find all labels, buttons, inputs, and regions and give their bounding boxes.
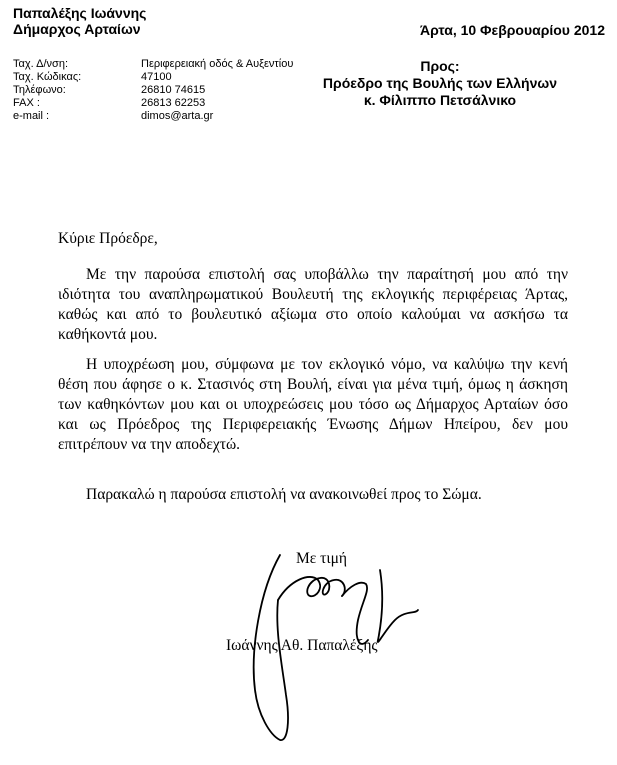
contact-label: Ταχ. Κώδικας: xyxy=(13,71,82,83)
sender-block xyxy=(13,5,146,37)
contact-row-postcode xyxy=(13,71,293,84)
contact-value: 47100 xyxy=(141,71,172,83)
contact-value: Περιφερειακή οδός & Αυξεντίου xyxy=(141,58,294,70)
greeting: Κύριε Πρόεδρε, xyxy=(58,230,158,247)
sender-name: Παπαλέξης Ιωάννης xyxy=(13,5,147,21)
contact-value: 26813 62253 xyxy=(141,97,206,109)
paragraph-request: Παρακαλώ η παρούσα επιστολή να ανακοινωθεί προς το Σώμα. xyxy=(86,486,482,503)
recipient-line1: Πρόεδρο της Βουλής των Ελλήνων xyxy=(322,75,557,91)
handwritten-signature xyxy=(220,510,420,750)
recipient-prefix: Προς: xyxy=(420,58,460,74)
recipient-line2: κ. Φίλιππο Πετσάλνικο xyxy=(363,92,517,108)
contact-label: Ταχ. Δ/νση: xyxy=(13,58,69,70)
contact-row-email xyxy=(13,110,293,123)
paragraph-reasons: Η υποχρέωση μου, σύμφωνα με τον εκλογικό νόμο, να καλύψω την κενή θέση που άφησε ο κ. Στασινός στη Βουλή, είναι για μένα τιμή, όμως η άσκηση των καθηκόντων μου και οι υποχρεώσεις μου τόσο ως Δήμαρχος Αρταίων όσο και ως Πρόεδρος της Περιφερειακής Ένωσης Δήμων Ηπείρου, δεν μου επιτρέπουν να την αποδεχτώ. xyxy=(58,356,568,453)
contact-details xyxy=(13,58,293,123)
contact-value: dimos@arta.gr xyxy=(141,110,214,122)
contact-row-phone xyxy=(13,84,293,97)
contact-value: 26810 74615 xyxy=(141,84,206,96)
contact-row-address xyxy=(13,58,293,71)
contact-row-fax xyxy=(13,97,293,110)
contact-label: Τηλέφωνο: xyxy=(13,84,66,96)
recipient-block xyxy=(323,58,557,109)
contact-label: e-mail : xyxy=(13,110,50,122)
signer-name: Ιωάννης Αθ. Παπαλέξης xyxy=(226,637,378,654)
sender-title: Δήμαρχος Αρταίων xyxy=(13,21,141,37)
closing: Με τιμή xyxy=(296,550,347,567)
paragraph-resignation: Με την παρούσα επιστολή σας υποβάλλω την παραίτησή μου από την ιδιότητα του αναπληρωματικού Βουλευτή της εκλογικής περιφέρειας Άρτας, καθώς και από το βουλευτικό αξίωμα στο οποίο καλούμαι να ασκήσω τα καθήκοντά μου. xyxy=(58,266,568,343)
letter-date: Άρτα, 10 Φεβρουαρίου 2012 xyxy=(419,22,605,38)
contact-label: FAX : xyxy=(13,97,40,109)
